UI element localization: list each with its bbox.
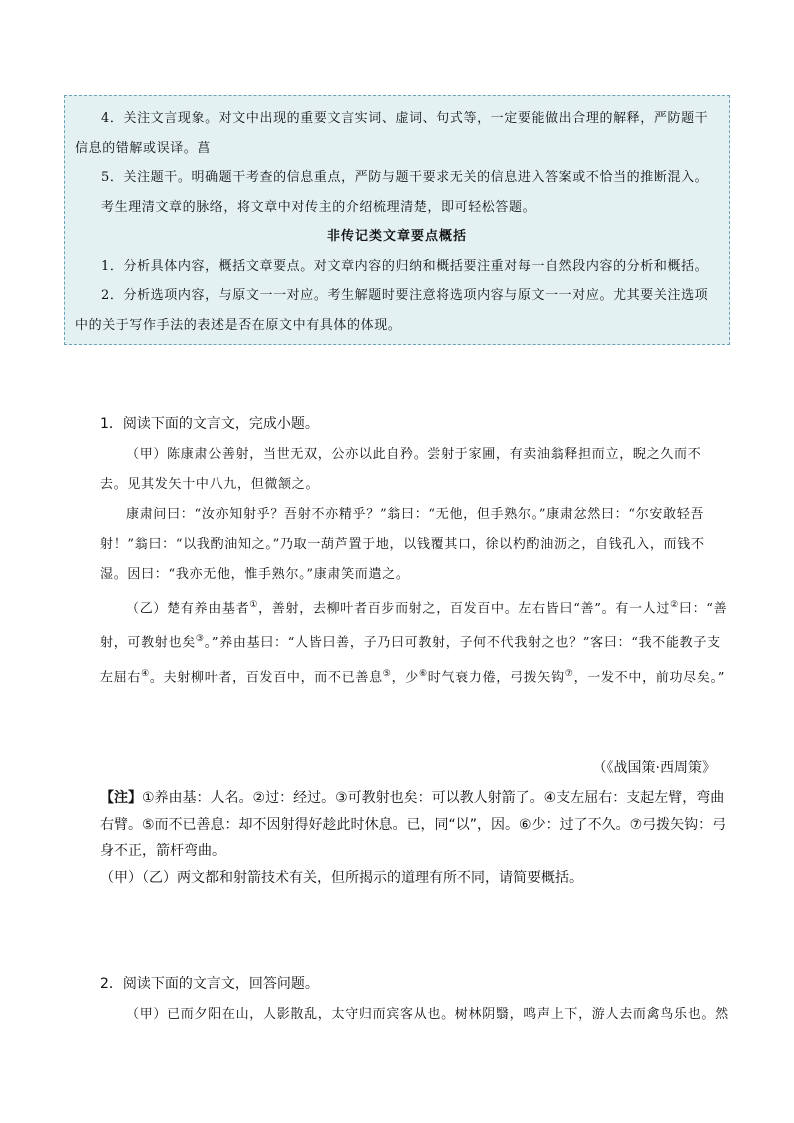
question-2-passage bbox=[100, 1000, 730, 1030]
tip-4: 4．关注文言现象。对文中出现的重要文言实词、虚词、句式等，一定要能做出合理的解释，严防题干信息的错解或误译。菖 bbox=[75, 111, 709, 156]
footnote-mark: ⑤ bbox=[382, 668, 392, 679]
question-1-passage bbox=[100, 440, 728, 693]
note-text: ①养由基：人名。②过：经过。③可教射也矣：可以教人射箭了。④支左屈右：支起左臂，弯曲右臂。⑤而不已善息：却不因射得好趁此时休息。已，同“以”，因。⑥少：过了不久。⑦弓拨矢钩：弓身不正，箭杆弯曲。 bbox=[100, 790, 727, 859]
passage-jia-para-1: （甲）陈康肃公善射，当世无双，公亦以此自矜。尝射于家圃，有卖油翁释担而立，睨之久而不去。见其发矢十中八九，但微颔之。 bbox=[100, 447, 702, 492]
footnote-mark: ① bbox=[249, 600, 259, 610]
passage-jia-para-2: 康肃问曰：“汝亦知射乎？吾射不亦精乎？”翁曰：“无他，但手熟尔。”康肃忿然曰：“尔安敢轻吾射！”翁曰：“以我酌油知之。”乃取一葫芦置于地，以钱覆其口，徐以杓酌油沥之，自钱孔入，而钱不湿。因曰：“我亦无他，惟手熟尔。”康肃笑而遣之。 bbox=[100, 507, 705, 582]
question-2-title: 2．阅读下面的文言文，回答问题。 bbox=[100, 976, 319, 992]
question-1-prompt: （甲）（乙）两文都和射箭技术有关，但所揭示的道理有所不同，请简要概括。 bbox=[100, 869, 583, 886]
footnote-mark: ⑥ bbox=[418, 668, 428, 679]
tip-analysis-2: 2．分析选项内容，与原文一一对应。考生解题时要注意将选项内容与原文一一对应。尤其要关注选项中的关于写作手法的表述是否在原文中有具体的体现。 bbox=[75, 288, 709, 333]
tip-summary: 考生理清文章的脉络，将文章中对传主的介绍梳理清楚，即可轻松答题。 bbox=[101, 199, 537, 215]
question-1-title: 1．阅读下面的文言文，完成小题。 bbox=[100, 416, 319, 432]
footnote-mark: ② bbox=[670, 600, 679, 610]
footnotes bbox=[100, 785, 730, 891]
passage-yi: （乙）楚有养由基者①，善射，去柳叶者百步而射之，百发百中。左右皆曰“善”。有一人过②曰：“善射，可教射也矣③。”养由基曰：“人皆曰善，子乃曰可教射，子何不代我射之也？”客曰：“我不能教子支左屈右④。夫射柳叶者，百发百中，而不已善息⑤，少⑥时气衰力倦，弓拨矢钩⑦，一发不中，前功尽矣。” bbox=[100, 600, 728, 685]
footnote-mark: ④ bbox=[141, 668, 150, 679]
passage-2-jia: （甲）已而夕阳在山，人影散乱，太守归而宾客从也。树林阴翳，鸣声上下，游人去而禽鸟乐也。然 bbox=[126, 1007, 729, 1022]
note-label: 【注】 bbox=[100, 790, 142, 806]
footnote-mark: ⑦ bbox=[564, 668, 574, 679]
tips-box bbox=[64, 95, 730, 345]
tip-5: 5．关注题干。明确题干考查的信息重点，严防与题干要求无关的信息进入答案或不恰当的推断混入。 bbox=[101, 170, 709, 185]
passage-source: （《战国策·西周策》 bbox=[592, 760, 716, 776]
footnote-mark: ③ bbox=[195, 634, 205, 645]
tip-analysis-1: 1．分析具体内容，概括文章要点。对文章内容的归纳和概括要注重对每一自然段内容的分析和概括。 bbox=[101, 258, 709, 274]
tip-heading: 非传记类文章要点概括 bbox=[326, 229, 467, 244]
